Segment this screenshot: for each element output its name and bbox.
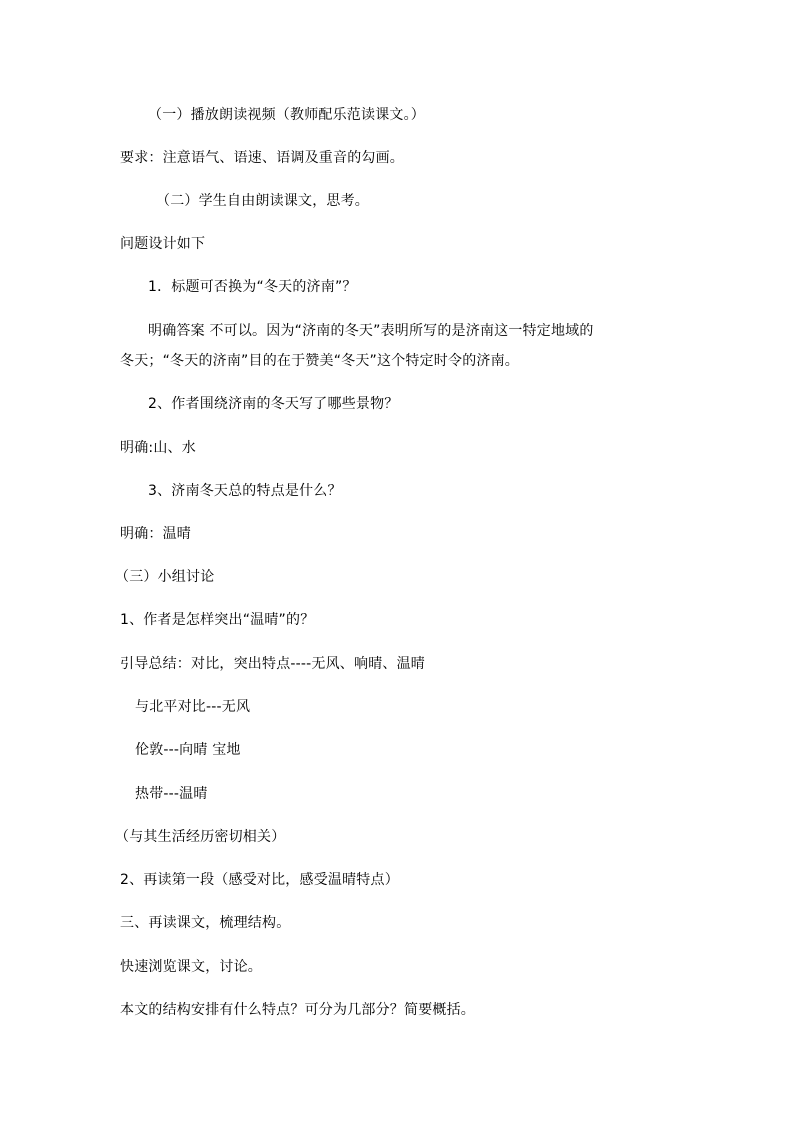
discussion-question-1: 1、作者是怎样突出“温晴”的？ — [120, 612, 315, 628]
comparison-tropics: 热带---温晴 — [135, 786, 208, 802]
part-three-heading: 三、再读课文，梳理结构。 — [120, 915, 291, 931]
question-2: 2、作者围绕济南的冬天写了哪些景物？ — [148, 396, 399, 412]
section-three-heading: （三）小组讨论 — [115, 569, 215, 585]
answer-3: 明确：温晴 — [120, 526, 191, 542]
question-3: 3、济南冬天总的特点是什么？ — [148, 483, 342, 499]
structure-question: 本文的结构安排有什么特点？可分为几部分？简要概括。 — [120, 1002, 475, 1018]
answer-2: 明确:山、水 — [120, 440, 196, 456]
browse-discuss: 快速浏览课文，讨论。 — [120, 959, 262, 975]
comparison-beiping: 与北平对比---无风 — [135, 699, 251, 715]
guided-summary: 引导总结：对比，突出特点----无风、响晴、温晴 — [120, 656, 426, 672]
answer-1-line-2: 冬天；“冬天的济南”目的在于赞美“冬天”这个特定时令的济南。 — [120, 353, 520, 369]
reread-first-paragraph: 2、再读第一段（感受对比，感受温晴特点） — [120, 872, 399, 888]
question-design-label: 问题设计如下 — [120, 236, 206, 252]
life-experience-note: （与其生活经历密切相关） — [115, 829, 286, 845]
comparison-london: 伦敦---向晴 宝地 — [135, 742, 241, 758]
section-two-heading: （二）学生自由朗读课文，思考。 — [156, 193, 369, 209]
answer-1-line-1: 明确答案 不可以。因为“济南的冬天”表明所写的是济南这一特定地域的 — [148, 323, 594, 339]
question-1: 1．标题可否换为“冬天的济南”？ — [148, 279, 357, 295]
section-one-heading: （一）播放朗读视频（教师配乐范读课文。） — [148, 107, 425, 123]
requirement-text: 要求：注意语气、语速、语调及重音的勾画。 — [120, 150, 404, 166]
